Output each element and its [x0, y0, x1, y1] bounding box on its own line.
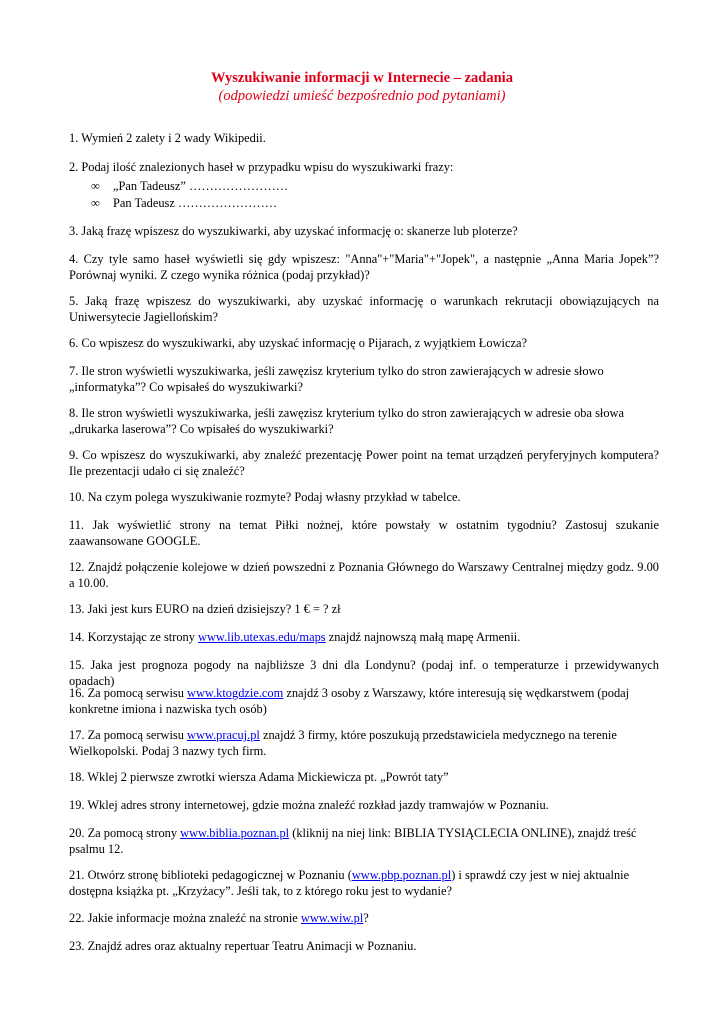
question-16 — [69, 685, 659, 717]
question-14-text-end: znajdź najnowszą małą mapę Armenii. — [325, 630, 521, 644]
question-20-text-end: (kliknij na niej link: BIBLIA TYSIĄCLECIA ONLINE), znajdź treść — [289, 826, 637, 840]
question-7-line-1: 7. Ile stron wyświetli wyszukiwarka, jeśli zawęzisz kryterium tylko do stron zawierających w adresie słowo — [69, 364, 604, 378]
question-16-text-end: znajdź 3 osoby z Warszawy, które interesują się wędkarstwem (podaj — [283, 686, 630, 700]
link-biblia-poznan[interactable]: www.biblia.poznan.pl — [180, 826, 290, 840]
question-21-line-2: dostępna książka pt. „Krzyżacy”. Jeśli tak, to z którego roku jest to wydanie? — [69, 884, 452, 898]
question-2: 2. Podaj ilość znalezionych haseł w przypadku wpisu do wyszukiwarki frazy: — [69, 160, 454, 174]
question-17-text-end: znajdź 3 firmy, które poszukują przedstawiciela medycznego na terenie — [259, 728, 617, 742]
question-8-line-2: „drukarka laserowa”? Co wpisałeś do wyszukiwarki? — [69, 422, 334, 436]
question-17 — [69, 727, 659, 759]
question-1: 1. Wymień 2 zalety i 2 wady Wikipedii. — [69, 131, 266, 145]
question-23: 23. Znajdź adres oraz aktualny repertuar Teatru Animacji w Poznaniu. — [69, 939, 417, 953]
link-ktogdzie[interactable]: www.ktogdzie.com — [187, 686, 284, 700]
question-20-line-2: psalmu 12. — [69, 842, 124, 856]
question-14-text: 14. Korzystając ze strony — [69, 630, 199, 644]
question-8-line-1: 8. Ile stron wyświetli wyszukiwarka, jeśli zawęzisz kryterium tylko do stron zawierających w adresie oba słowa — [69, 406, 624, 420]
list-item-text: Pan Tadeusz …………………… — [113, 196, 278, 210]
list-item — [91, 195, 391, 211]
question-22 — [69, 910, 659, 926]
list-item-text: „Pan Tadeusz” …………………… — [113, 179, 289, 193]
question-20 — [69, 825, 659, 857]
question-7-line-2: „informatyka”? Co wpisałeś do wyszukiwarki? — [69, 380, 303, 394]
question-9: 9. Co wpiszesz do wyszukiwarki, aby znaleźć prezentację Power point na temat urządzeń peryferyjnych komputera? Ile prezentacji udało ci się znaleźć? — [69, 448, 659, 478]
document-title: Wyszukiwanie informacji w Internecie – zadania — [211, 70, 513, 86]
document-subtitle: (odpowiedzi umieść bezpośrednio pod pytaniami) — [218, 88, 506, 104]
question-22-text: 22. Jakie informacje można znaleźć na stronie — [69, 911, 301, 925]
link-pracuj[interactable]: www.pracuj.pl — [187, 728, 260, 742]
question-17-line-2: Wielkopolski. Podaj 3 nazwy tych firm. — [69, 744, 267, 758]
question-7 — [69, 363, 659, 395]
infinity-bullet-icon: ∞ — [91, 196, 100, 210]
question-4: 4. Czy tyle samo haseł wyświetli się gdy wpiszesz: "Anna"+"Maria"+"Jopek", a następnie „Anna Maria Jopek”? Porównaj wyniki. Z czego wynika różnica (podaj przykład)? — [69, 252, 659, 282]
question-21-text: 21. Otwórz stronę biblioteki pedagogicznej w Poznaniu ( — [69, 868, 352, 882]
question-6: 6. Co wpiszesz do wyszukiwarki, aby uzyskać informację o Pijarach, z wyjątkiem Łowicza? — [69, 336, 527, 350]
question-13: 13. Jaki jest kurs EURO na dzień dzisiejszy? 1 € = ? zł — [69, 602, 341, 616]
question-18: 18. Wklej 2 pierwsze zwrotki wiersza Adama Mickiewicza pt. „Powrót taty” — [69, 770, 449, 784]
question-8 — [69, 405, 659, 437]
question-5: 5. Jaką frazę wpiszesz do wyszukiwarki, aby uzyskać informację o warunkach rekrutacji obowiązujących na Uniwersytecie Jagiellońskim? — [69, 294, 659, 324]
question-12: 12. Znajdź połączenie kolejowe w dzień powszedni z Poznania Głównego do Warszawy Centralnej między godz. 9.00 a 10.00. — [69, 560, 659, 590]
link-wiw[interactable]: www.wiw.pl — [300, 911, 364, 925]
question-17-text: 17. Za pomocą serwisu — [69, 728, 188, 742]
question-15: 15. Jaka jest prognoza pogody na najbliższe 3 dni dla Londynu? (podaj inf. o temperaturze i przewidywanych opadach) — [69, 658, 659, 688]
question-21-text-end: ) i sprawdź czy jest w niej aktualnie — [451, 868, 630, 882]
question-20-text: 20. Za pomocą strony — [69, 826, 181, 840]
question-22-text-end: ? — [363, 911, 369, 925]
infinity-bullet-icon: ∞ — [91, 179, 100, 193]
list-item — [91, 178, 391, 194]
link-lib-utexas[interactable]: www.lib.utexas.edu/maps — [198, 630, 326, 644]
question-3: 3. Jaką frazę wpiszesz do wyszukiwarki, aby uzyskać informację o: skanerze lub ploterze? — [69, 224, 518, 238]
question-14 — [69, 629, 659, 645]
question-16-text: 16. Za pomocą serwisu — [69, 686, 188, 700]
question-21 — [69, 867, 659, 899]
question-10: 10. Na czym polega wyszukiwanie rozmyte? Podaj własny przykład w tabelce. — [69, 490, 461, 504]
question-11: 11. Jak wyświetlić strony na temat Piłki nożnej, które powstały w ostatnim tygodniu? Zastosuj szukanie zaawansowane GOOGLE. — [69, 518, 659, 548]
link-pbp-poznan[interactable]: www.pbp.poznan.pl — [351, 868, 452, 882]
question-16-line-2: konkretne imiona i nazwiska tych osób) — [69, 702, 267, 716]
question-19: 19. Wklej adres strony internetowej, gdzie można znaleźć rozkład jazdy tramwajów w Poznaniu. — [69, 798, 549, 812]
